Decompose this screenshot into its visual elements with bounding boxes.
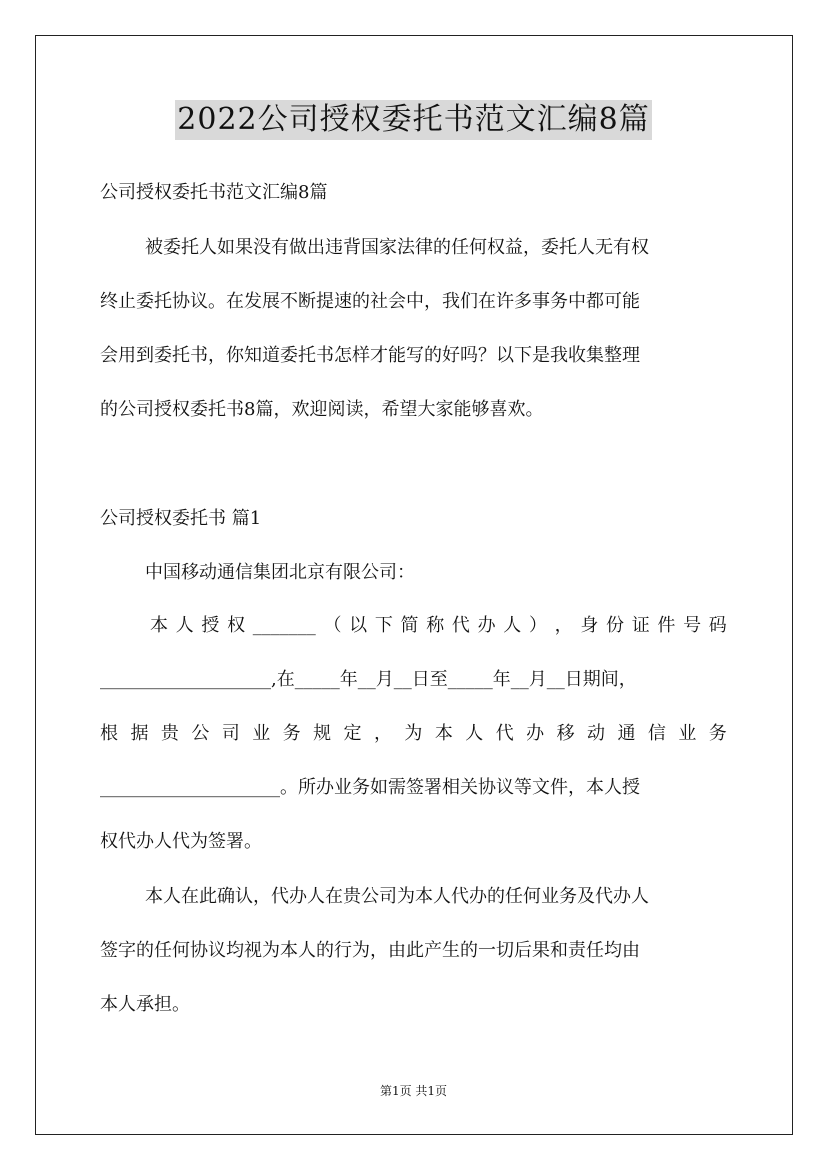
text-fragment: ， (373, 723, 392, 744)
text-fragment: 通 (617, 723, 636, 744)
document-title: 2022公司授权委托书范文汇编8篇 (175, 100, 651, 140)
intro-line-4: 的公司授权委托书8篇，欢迎阅读，希望大家能够喜欢。 (100, 399, 544, 420)
addressee: 中国移动通信集团北京有限公司： (145, 562, 415, 583)
text-fragment: 办 (526, 723, 545, 744)
text-fragment: 根 (100, 723, 118, 744)
text-fragment: 代 (451, 615, 470, 636)
text-fragment: 证 (631, 615, 650, 636)
text-fragment: 业 (678, 723, 697, 744)
intro-line-1: 被委托人如果没有做出违背国家法律的任何权益，委托人无有权 (145, 237, 649, 258)
text-fragment: 办 (477, 615, 496, 636)
text-fragment: （ (323, 615, 342, 636)
text-fragment: 动 (587, 723, 605, 744)
text-fragment: 公 (191, 723, 210, 744)
text-fragment: 为 (404, 723, 423, 744)
text-fragment: 代 (495, 723, 514, 744)
authorization-line-5: 权代办人代为签署。 (100, 831, 262, 852)
page-footer: 第1页 共1页 (379, 1084, 448, 1098)
text-fragment: 本 (150, 615, 168, 636)
text-fragment: 权 (227, 615, 246, 636)
document-subtitle: 公司授权委托书范文汇编8篇 (100, 182, 328, 203)
text-fragment: 定 (343, 723, 362, 744)
section-heading: 公司授权委托书 篇1 (100, 508, 262, 529)
text-fragment: 称 (426, 615, 445, 636)
text-fragment: 贵 (160, 723, 179, 744)
confirm-line-1: 本人在此确认，代办人在贵公司为本人代办的任何业务及代办人 (145, 886, 649, 907)
text-fragment: 移 (556, 723, 575, 744)
text-fragment: 人 (175, 615, 194, 636)
text-fragment: 号 (683, 615, 702, 636)
text-fragment: 授 (201, 615, 220, 636)
text-fragment: ， (554, 615, 573, 636)
text-fragment: 人 (503, 615, 522, 636)
confirm-line-2: 签字的任何协议均视为本人的行为，由此产生的一切后果和责任均由 (100, 940, 640, 961)
text-fragment: 下 (374, 615, 393, 636)
text-fragment: 以 (349, 615, 368, 636)
text-fragment: 件 (657, 615, 676, 636)
text-fragment: 规 (313, 723, 332, 744)
text-fragment: ） (528, 615, 547, 636)
text-fragment: 信 (647, 723, 666, 744)
text-fragment: 据 (130, 723, 149, 744)
authorization-line-3 (100, 722, 727, 746)
authorization-line-4: ____________________。所办业务如需签署相关协议等文件，本人授 (100, 777, 640, 798)
intro-line-2: 终止委托协议。在发展不断提速的社会中，我们在许多事务中都可能 (100, 291, 640, 312)
authorization-line-1 (150, 614, 727, 638)
text-fragment: 务 (282, 723, 301, 744)
text-fragment: 本 (434, 723, 453, 744)
text-fragment: 身 (580, 615, 599, 636)
authorization-line-2: ___________________,在_____年__月__日至_____年__月__日期间， (100, 669, 637, 690)
text-fragment: 务 (708, 723, 727, 744)
text-fragment: 份 (606, 615, 624, 636)
text-fragment: 司 (221, 723, 240, 744)
text-fragment: 业 (252, 723, 271, 744)
intro-line-3: 会用到委托书，你知道委托书怎样才能写的好吗？以下是我收集整理 (100, 345, 640, 366)
confirm-line-3: 本人承担。 (100, 994, 190, 1015)
text-fragment: 人 (465, 723, 484, 744)
text-fragment: _______ (252, 615, 316, 636)
text-fragment: 简 (400, 615, 419, 636)
text-fragment: 码 (708, 615, 727, 636)
